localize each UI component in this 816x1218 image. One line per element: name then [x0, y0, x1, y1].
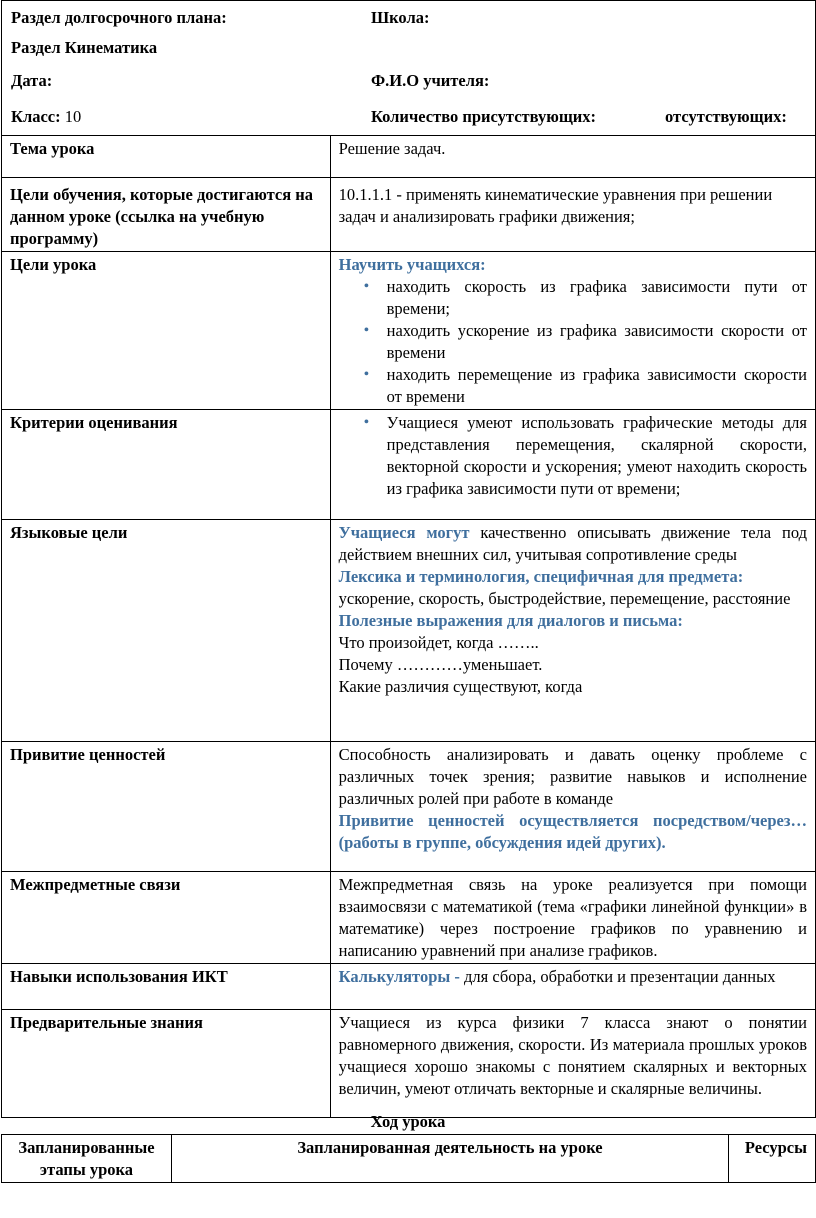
table-row	[2, 520, 816, 742]
language-label: Языковые цели	[2, 520, 331, 742]
lesson-goals-list	[339, 276, 807, 408]
table-row	[2, 872, 816, 964]
table-row	[2, 136, 816, 178]
col-activity-header: Запланированная деятельность на уроке	[171, 1135, 728, 1183]
teacher-label: Ф.И.О учителя:	[371, 71, 490, 90]
table-row	[2, 410, 816, 520]
plan-section-label: Раздел долгосрочного плана:	[11, 8, 227, 27]
class-value: 10	[64, 107, 82, 126]
list-item: • находить перемещение из графика зависимости скорости от времени	[387, 364, 807, 408]
cross-text: Межпредметная связь на уроке реализуется при помощи взаимосвязи с математикой (тема «графики линейной функции» в математике) через построение графиков по уравнению и написанию уравнений при анализе графиков.	[330, 872, 815, 964]
values-label: Привитие ценностей	[2, 742, 331, 872]
ict-label: Навыки использования ИКТ	[2, 964, 331, 1010]
language-can	[339, 522, 807, 566]
lesson-goals-lead: Научить учащихся:	[338, 255, 486, 274]
table-row	[2, 252, 816, 410]
terms-text: ускорение, скорость, быстродействие, перемещение, расстояние	[338, 589, 791, 608]
course-table	[1, 1134, 816, 1183]
table-row	[2, 964, 816, 1010]
phrases-lead: Полезные выражения для диалогов и письма:	[338, 611, 683, 630]
cross-label: Межпредметные связи	[2, 872, 331, 964]
criteria-list	[339, 412, 807, 500]
values-cell	[330, 742, 815, 872]
present-label: Количество присутствующих:	[371, 107, 597, 126]
phrase-line: Какие различия существуют, когда	[338, 677, 583, 696]
lesson-goals-label: Цели урока	[2, 252, 331, 410]
values-text: Способность анализировать и давать оценку проблеме с различных точек зрения; развитие навыков и исполнение различных ролей при работе в команде	[338, 745, 807, 808]
course-title: Ход урока	[370, 1112, 446, 1131]
language-can-lead: Учащиеся могут	[338, 523, 470, 542]
col-stages-header: Запланированные этапы урока	[2, 1135, 172, 1183]
objectives-label: Цели обучения, которые достигаются на данном уроке (ссылка на учебную программу)	[2, 178, 331, 252]
class-field	[11, 106, 81, 128]
prior-label: Предварительные знания	[2, 1010, 331, 1118]
list-item: • Учащиеся умеют использовать графические методы для представления перемещения, скалярной скорости, векторной скорости и ускорения; умеют находить скорость из графика зависимости пути от времени;	[387, 412, 807, 500]
phrase-line: Почему …………уменьшает.	[338, 655, 543, 674]
criteria-cell	[330, 410, 815, 520]
table-row	[2, 742, 816, 872]
prior-text: Учащиеся из курса физики 7 класса знают о понятии равномерного движения, скорости. Из материала прошлых уроков учащиеся хорошо знакомы с понятием скалярных и векторных величин, умеют отличать векторные и скалярные величины.	[330, 1010, 815, 1118]
list-item: • находить скорость из графика зависимости пути от времени;	[387, 276, 807, 320]
topic-label: Тема урока	[2, 136, 331, 178]
section-label: Раздел Кинематика	[11, 38, 158, 57]
ict-lead: Калькуляторы -	[338, 967, 460, 986]
topic-value: Решение задач.	[330, 136, 815, 178]
ict-cell	[330, 964, 815, 1010]
col-resources-header: Ресурсы	[729, 1135, 816, 1183]
table-row	[2, 1010, 816, 1118]
ict-text: для сбора, обработки и презентации данных	[459, 967, 776, 986]
criteria-label: Критерии оценивания	[2, 410, 331, 520]
lesson-goals-cell	[330, 252, 815, 410]
header-cell	[2, 1, 816, 136]
table-row	[2, 1135, 816, 1183]
school-label: Школа:	[371, 8, 430, 27]
list-item: • находить ускорение из графика зависимости скорости от времени	[387, 320, 807, 364]
objectives-value: 10.1.1.1 - применять кинематические уравнения при решении задач и анализировать графики движения;	[330, 178, 815, 252]
terms-lead: Лексика и терминология, специфичная для предмета:	[338, 567, 744, 586]
language-can-text: качественно описывать движение тела под действием внешних сил, учитывая сопротивление среды	[338, 523, 808, 564]
absent-label: отсутствующих:	[665, 107, 787, 126]
phrase-line: Что произойдет, когда ……..	[338, 633, 539, 652]
values-lead: Привитие ценностей осуществляется посредством/через… (работы в группе, обсуждения идей других).	[338, 811, 807, 852]
lesson-plan-table	[1, 135, 816, 1118]
date-label: Дата:	[11, 71, 53, 90]
header-table	[1, 0, 816, 136]
class-label: Класс:	[11, 107, 61, 126]
language-cell	[330, 520, 815, 742]
table-row	[2, 178, 816, 252]
